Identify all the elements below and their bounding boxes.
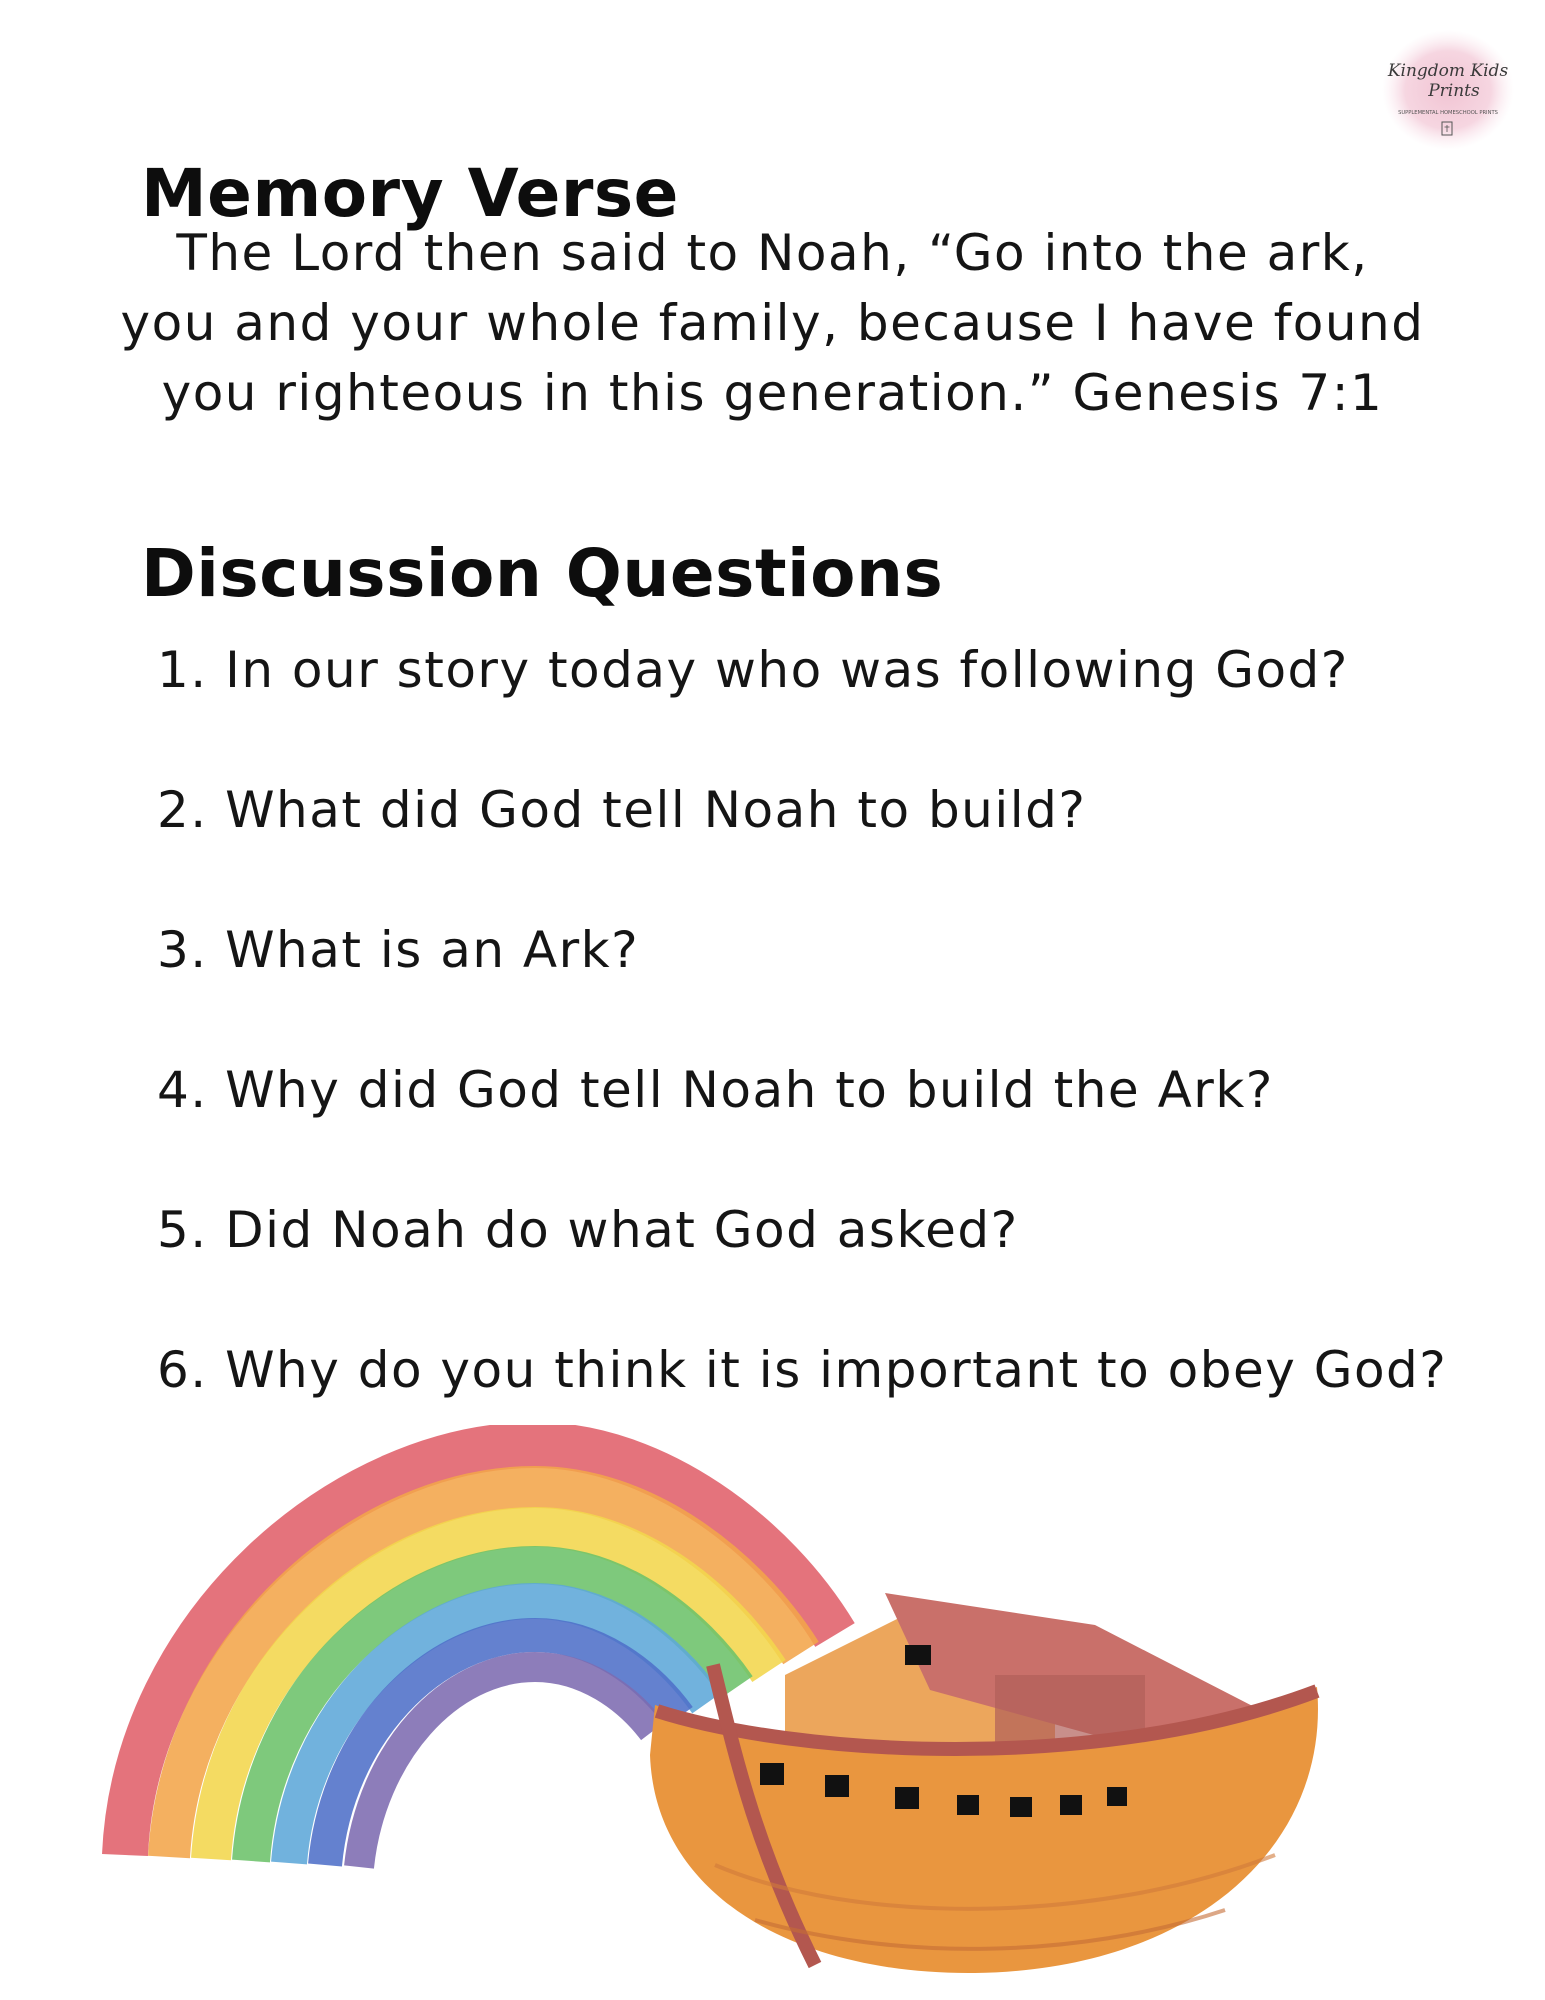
ark-porthole <box>957 1795 979 1815</box>
question-item: 4. Why did God tell Noah to build the Ark? <box>157 1061 1274 1119</box>
verse-line: The Lord then said to Noah, “Go into the ark, <box>176 224 1369 282</box>
question-item: 1. In our story today who was following God? <box>157 641 1349 699</box>
ark-porthole <box>760 1763 784 1785</box>
rainbow-ark-illustration <box>95 1425 1355 1985</box>
question-item: 2. What did God tell Noah to build? <box>157 781 1087 839</box>
discussion-questions-heading: Discussion Questions <box>141 535 944 612</box>
ark-porthole <box>1010 1797 1032 1817</box>
memory-verse-text <box>100 218 1445 428</box>
question-item: 3. What is an Ark? <box>157 921 640 979</box>
verse-line: you and your whole family, because I have found <box>120 294 1425 352</box>
brand-logo <box>1378 28 1518 160</box>
ark-porthole <box>1107 1787 1127 1806</box>
logo-tagline: SUPPLEMENTAL HOMESCHOOL PRINTS <box>1398 110 1498 116</box>
logo-line2: Prints <box>1428 81 1480 101</box>
question-item: 5. Did Noah do what God asked? <box>157 1201 1019 1259</box>
logo-watercolor-badge <box>1378 28 1518 160</box>
verse-line: you righteous in this generation.” Genesis 7:1 <box>161 364 1384 422</box>
ark-cabin-window <box>905 1645 931 1665</box>
memory-verse-heading: Memory Verse <box>141 155 679 232</box>
ark-porthole <box>1060 1795 1082 1815</box>
illustration-canvas <box>95 1425 1355 1985</box>
ark-porthole <box>825 1775 849 1797</box>
question-item: 6. Why do you think it is important to obey God? <box>157 1341 1448 1399</box>
question-list <box>157 640 1447 1480</box>
ark-porthole <box>895 1787 919 1809</box>
logo-line1: Kingdom Kids <box>1387 61 1509 81</box>
